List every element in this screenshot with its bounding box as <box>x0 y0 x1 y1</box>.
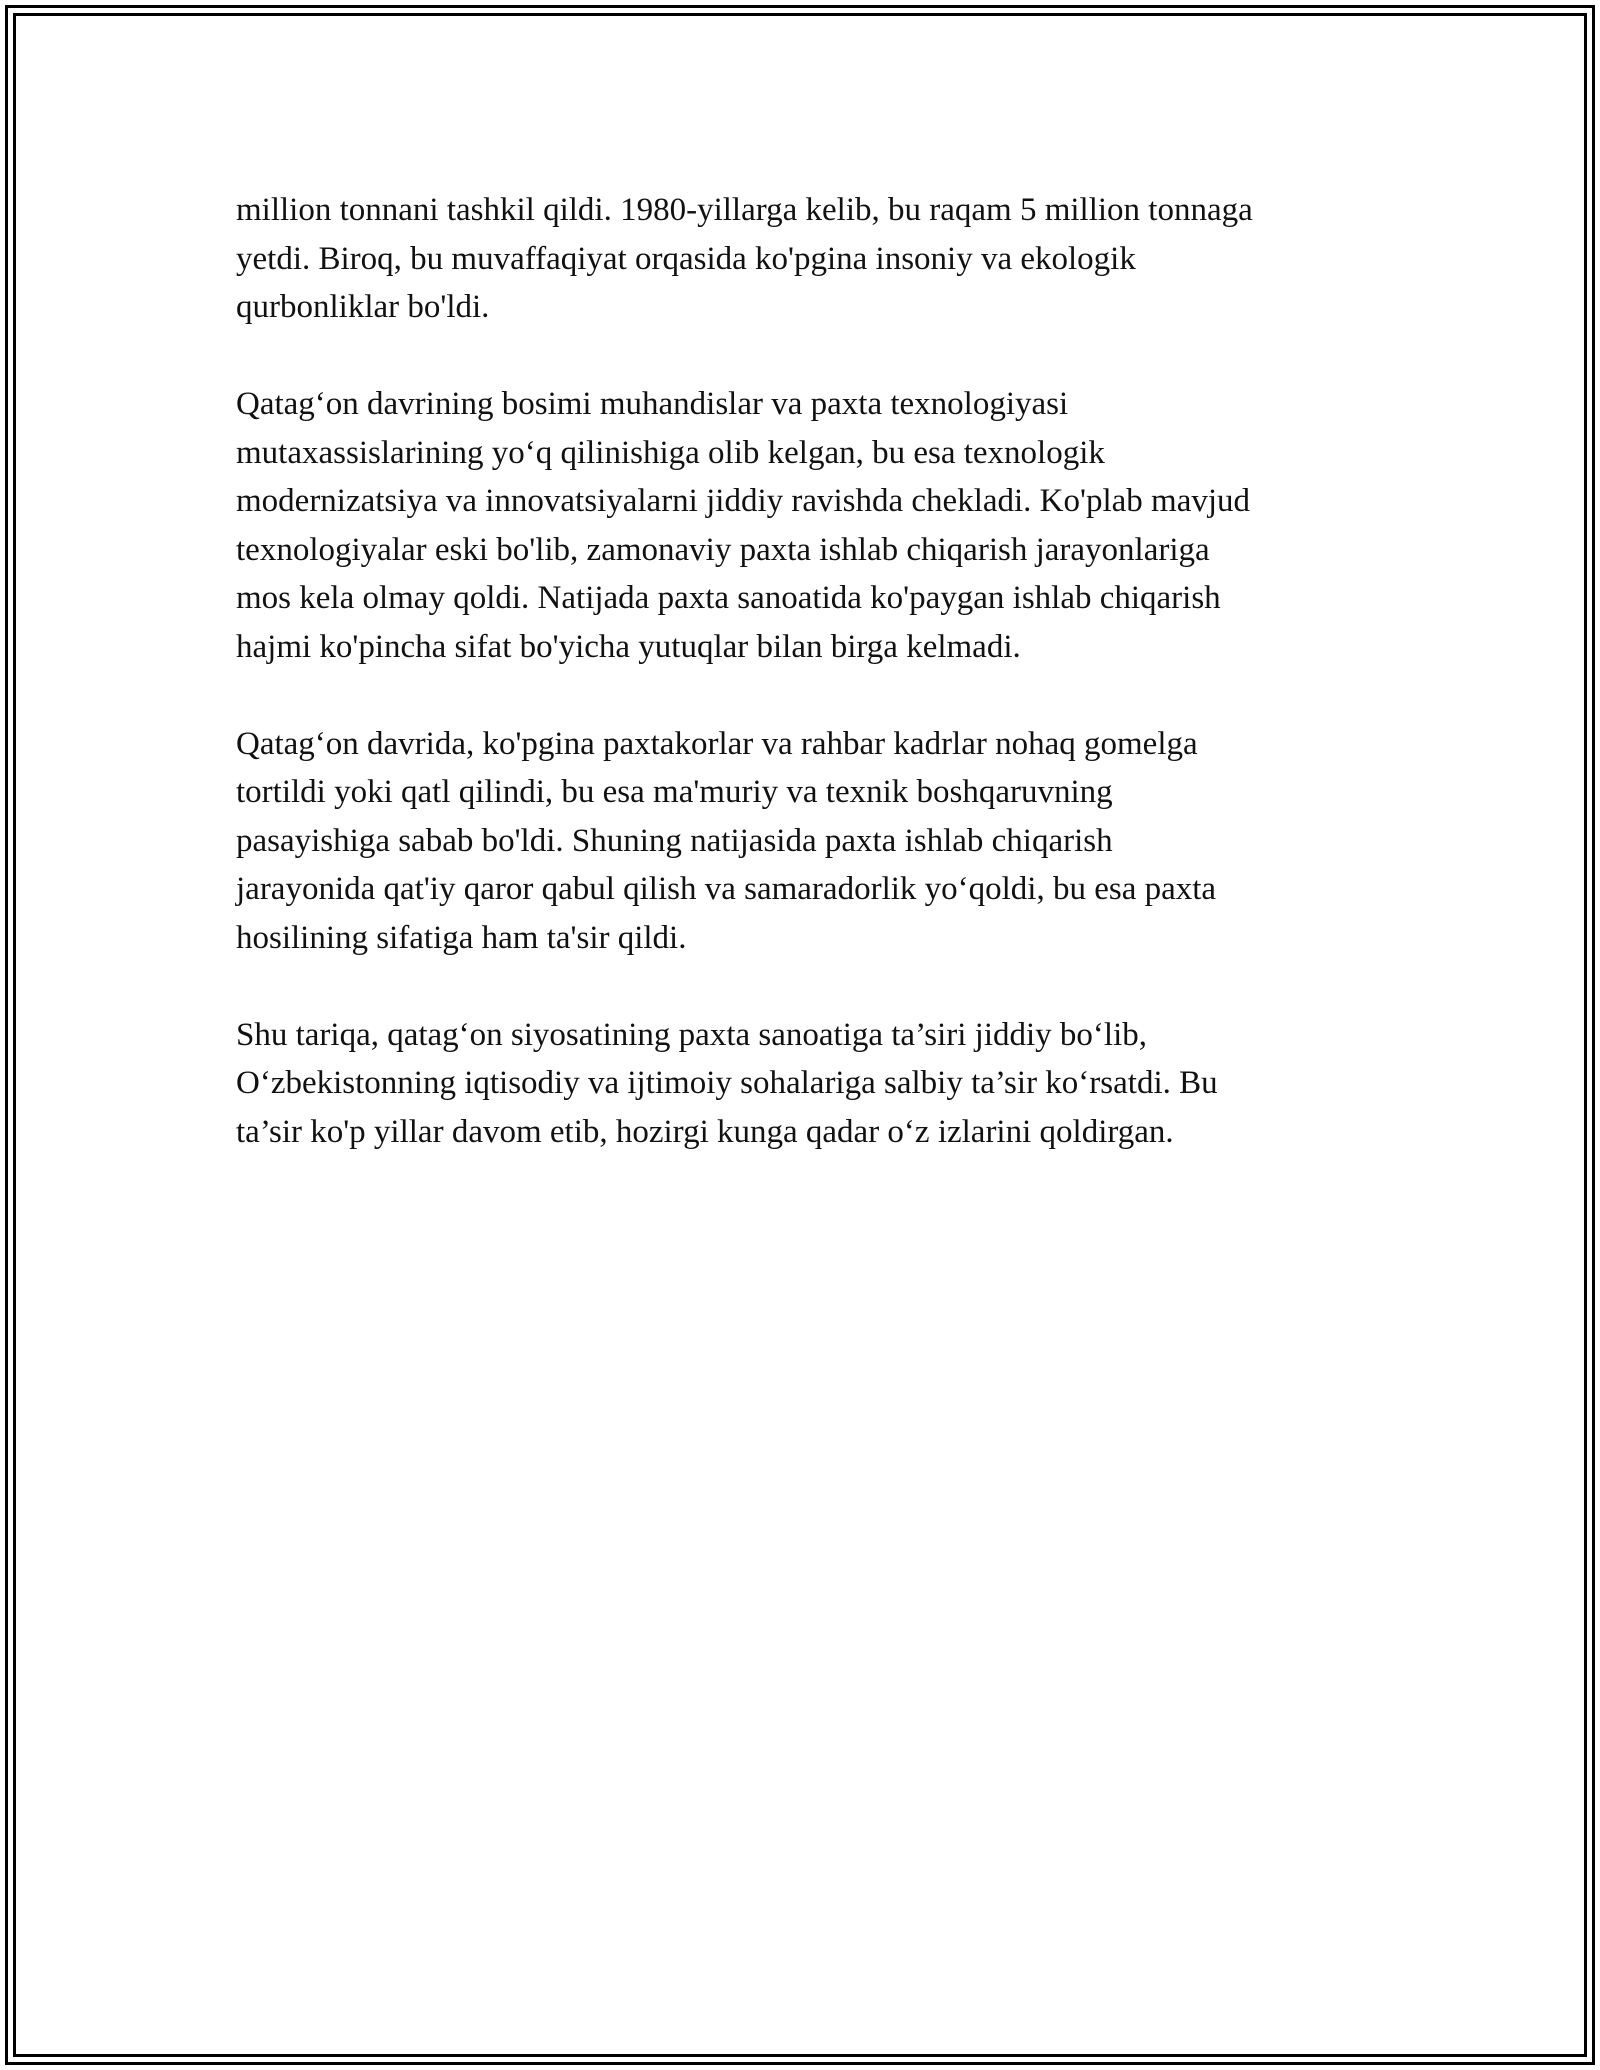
text-line: qurbonliklar bo'ldi. <box>236 289 490 325</box>
text-line: Shu tariqa, qatag‘on siyosatining paxta sanoatiga ta’siri jiddiy bo‘lib, <box>236 1016 1147 1053</box>
text-line: hosilining sifatiga ham ta'sir qildi. <box>236 919 687 956</box>
text-line: tortildi yoki qatl qilindi, bu esa ma'muriy va texnik boshqaruvning <box>236 774 1113 810</box>
text-line: pasayishiga sabab bo'ldi. Shuning natijasida paxta ishlab chiqarish <box>236 822 1113 859</box>
text-line: mos kela olmay qoldi. Natijada paxta sanoatida ko'paygan ishlab chiqarish <box>236 580 1221 616</box>
text-line: million tonnani tashkil qildi. 1980-yillarga kelib, bu raqam 5 million tonnaga <box>236 192 1253 228</box>
paragraph-2 <box>236 380 1396 671</box>
text-line: mutaxassislarining yo‘q qilinishiga olib kelgan, bu esa texnologik <box>236 434 1105 471</box>
text-line: hajmi ko'pincha sifat bo'yicha yutuqlar bilan birga kelmadi. <box>236 628 1021 665</box>
text-line: jarayonida qat'iy qaror qabul qilish va samaradorlik yo‘qoldi, bu esa paxta <box>236 871 1217 907</box>
document-body <box>236 186 1396 1205</box>
text-line: ta’sir ko'p yillar davom etib, hozirgi kunga qadar o‘z izlarini qoldirgan. <box>236 1113 1174 1150</box>
text-line: yetdi. Biroq, bu muvaffaqiyat orqasida ko'pgina insoniy va ekologik <box>236 240 1136 277</box>
text-line: O‘zbekistonning iqtisodiy va ijtimoiy sohalariga salbiy ta’sir ko‘rsatdi. Bu <box>236 1065 1218 1101</box>
text-line: Qatag‘on davrida, ko'pgina paxtakorlar va rahbar kadrlar nohaq gomelga <box>236 725 1198 762</box>
paragraph-3 <box>236 720 1396 963</box>
paragraph-4 <box>236 1011 1396 1157</box>
text-line: Qatag‘on davrining bosimi muhandislar va paxta texnologiyasi <box>236 386 1069 422</box>
text-line: modernizatsiya va innovatsiyalarni jiddiy ravishda chekladi. Ko'plab mavjud <box>236 483 1251 519</box>
text-line: texnologiyalar eski bo'lib, zamonaviy paxta ishlab chiqarish jarayonlariga <box>236 531 1210 568</box>
paragraph-1 <box>236 186 1396 332</box>
